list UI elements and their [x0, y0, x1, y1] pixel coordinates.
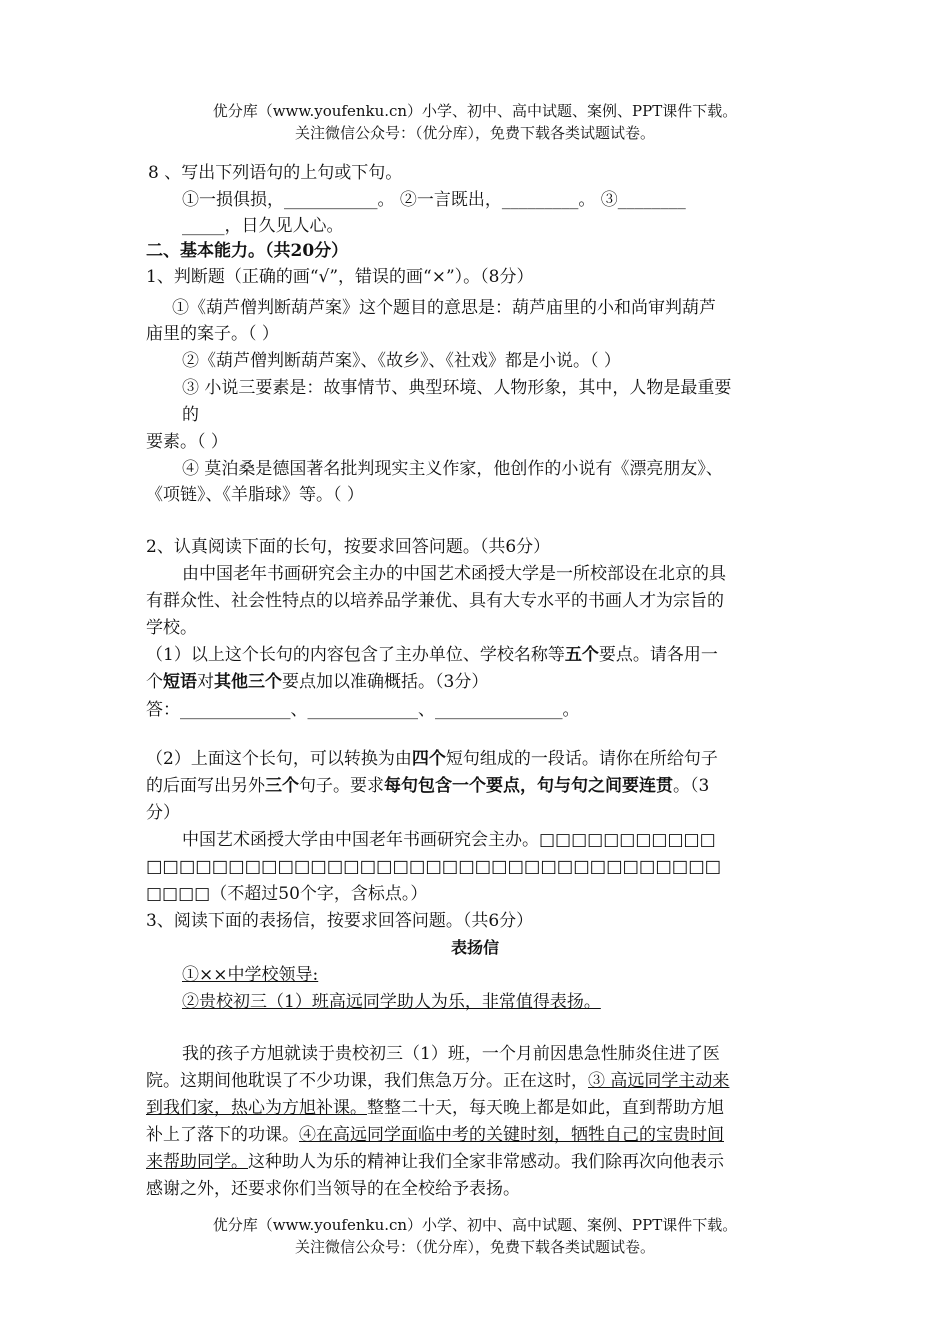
letter-body-1: 我的孩子方旭就读于贵校初三（1）班，一个月前因患急性肺炎住进了医: [182, 1044, 720, 1064]
letter-body-6: 感谢之外，还要求你们当领导的在全校给予表扬。: [146, 1179, 520, 1199]
text: 要点。请各用一: [598, 645, 718, 665]
text: 个: [146, 672, 163, 692]
longsent-q2-line-3: 分）: [146, 803, 180, 823]
longsent-q2-line-1: [146, 747, 718, 771]
longsent-q1-line-1: [146, 643, 718, 667]
underlined-sentence-3: ③ 高远同学主动来: [588, 1071, 730, 1091]
section-2-title: 二、基本能力。（共20分）: [146, 241, 349, 261]
letter-title: 表扬信: [450, 938, 499, 957]
letter-body-5: [146, 1150, 724, 1174]
text: 补上了落下的功课。: [146, 1125, 299, 1145]
letter-body-2: [146, 1069, 729, 1093]
q8-line-2: _____，日久见人心。: [182, 216, 344, 236]
judge-stem: 1、判断题（正确的画“√”，错误的画“×”）。（8分）: [146, 267, 534, 287]
longsent-q2-line-2: [146, 774, 709, 798]
letter-body-3: [146, 1096, 724, 1120]
text: （2）上面这个长句，可以转换为由: [146, 749, 412, 769]
text: 的后面写出另外: [146, 776, 265, 796]
text: （1）以上这个长句的内容包含了主办单位、学校名称等: [146, 645, 565, 665]
underlined-sentence-4: ④在高远同学面临中考的关键时刻，牺牲自己的宝贵时间: [299, 1125, 724, 1145]
q8-stem: 8 、写出下列语句的上句或下句。: [148, 163, 403, 183]
underlined-sentence-3-cont: 到我们家，热心为方旭补课。: [146, 1098, 367, 1118]
letter-opening: ②贵校初三（1）班高远同学助人为乐，非常值得表扬。: [182, 992, 601, 1012]
text: 句子。要求: [299, 776, 384, 796]
longsent-para-2: 有群众性、社会性特点的以培养品学兼优、具有大专水平的书画人才为宗旨的: [146, 591, 724, 611]
text: 这种助人为乐的精神让我们全家非常感动。我们除再次向他表示: [248, 1152, 724, 1172]
q8-line-1: ①一损俱损，___________。 ②一言既出，_________。 ③________: [182, 190, 686, 210]
answer-boxes-tail: □□□□（不超过50个字，含标点。）: [146, 884, 428, 904]
given-sentence: 中国艺术函授大学由中国老年书画研究会主办。□□□□□□□□□□□: [182, 830, 716, 850]
longsent-q1-line-2: [146, 670, 488, 694]
emphasis: 短语: [163, 672, 197, 692]
emphasis: 四个: [411, 749, 446, 769]
judge-item-4b: 《项链》、《羊脂球》等。（ ）: [146, 485, 364, 505]
judge-item-1b: 庙里的案子。（ ）: [146, 324, 279, 344]
letter-salutation: ①××中学校领导:: [182, 965, 319, 985]
answer-boxes: □□□□□□□□□□□□□□□□□□□□□□□□□□□□□□□□□□□: [146, 857, 722, 877]
emphasis: 三个: [265, 776, 299, 796]
judge-item-3c: 要素。（ ）: [146, 432, 228, 452]
longsent-para-3: 学校。: [146, 618, 197, 638]
letter-stem: 3、阅读下面的表扬信，按要求回答问题。（共6分）: [146, 911, 534, 931]
footer-line-1: 优分库（www.youfenku.cn）小学、初中、高中试题、案例、PPT课件下载。: [212, 1216, 738, 1234]
emphasis: 其他三个: [214, 672, 282, 692]
text: 整整二十天，每天晚上都是如此，直到帮助方旭: [367, 1098, 724, 1118]
longsent-stem: 2、认真阅读下面的长句，按要求回答问题。（共6分）: [146, 537, 551, 557]
header-line-1: 优分库（www.youfenku.cn）小学、初中、高中试题、案例、PPT课件下载。: [212, 102, 738, 120]
judge-item-1a: ①《葫芦僧判断葫芦案》这个题目的意思是：葫芦庙里的小和尚审判葫芦: [172, 298, 716, 318]
emphasis: 每句包含一个要点，句与句之间要连贯: [384, 776, 673, 796]
judge-item-3a: ③ 小说三要素是：故事情节、典型环境、人物形象，其中，人物是最重要: [182, 378, 732, 398]
header-line-2: 关注微信公众号：（优分库），免费下载各类试题试卷。: [294, 124, 655, 142]
letter-body-4: [146, 1123, 724, 1147]
underlined-sentence-4-cont: 来帮助同学。: [146, 1152, 248, 1172]
footer-line-2: 关注微信公众号：（优分库），免费下载各类试题试卷。: [294, 1238, 655, 1256]
text: 对: [197, 672, 214, 692]
judge-item-4a: ④ 莫泊桑是德国著名批判现实主义作家，他创作的小说有《漂亮朋友》、: [182, 459, 723, 479]
text: 院。这期间他耽误了不少功课，我们焦急万分。正在这时，: [146, 1071, 588, 1091]
text: 要点加以准确概括。（3分）: [282, 672, 489, 692]
emphasis: 五个: [564, 645, 599, 665]
longsent-answer-line: 答：_____________、_____________、_______________。: [146, 700, 580, 720]
text: 短句组成的一段话。请你在所给句子: [445, 749, 718, 769]
judge-item-3b: 的: [182, 405, 199, 425]
longsent-para-1: 由中国老年书画研究会主办的中国艺术函授大学是一所校部设在北京的具: [182, 564, 726, 584]
text: 。（3: [673, 776, 710, 796]
judge-item-2: ②《葫芦僧判断葫芦案》、《故乡》、《社戏》都是小说。（ ）: [182, 351, 621, 371]
